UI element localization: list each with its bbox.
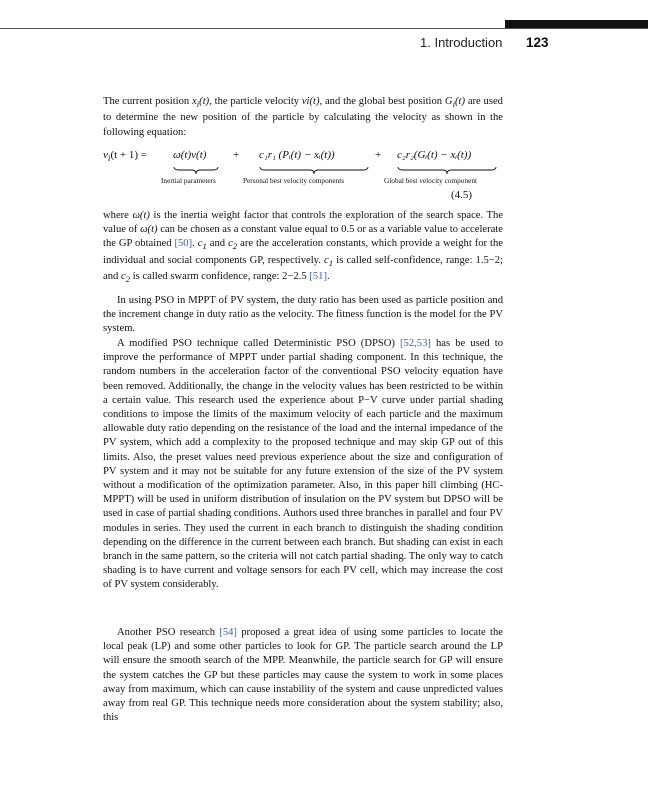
equation-lhs: $v_i(t + 1)$ =: [103, 149, 147, 164]
intro-paragraph: The current position $x_i(t)$, the particle velocity vi(t), and the global best position $G_i(t)$ are used to determine the new position of the particle by calculating the velocity as shown in the following equation:: [103, 96, 503, 138]
equation-term-personal: c₁r₁ (Pᵢ(t) − xᵢ(t)): [259, 149, 335, 161]
citation-54[interactable]: [54]: [219, 627, 237, 638]
underbrace-global: [397, 166, 497, 175]
label-inertial-parameters: Inertial parameters: [161, 176, 216, 185]
velocity-equation: [103, 146, 503, 202]
equation-number: (4.5): [451, 189, 473, 201]
citation-50[interactable]: [50]: [174, 238, 193, 250]
chapter-title: Introduction: [434, 35, 503, 50]
page-number: 123: [526, 35, 549, 50]
citation-51[interactable]: [51]: [309, 271, 327, 283]
running-header: [420, 35, 502, 50]
equation-term-inertia: ω(t)v(t): [173, 149, 207, 161]
header-accent-bar: [505, 20, 648, 28]
another-pso-paragraph: Another PSO research [54] proposed a great idea of using some particles to locate the local peak (LP) and some other particles to look for GP. The particle search around the LP will ensure the smooth search of the MPP. Meanwhile, the particle search for GP will ensure the system catches the GP but these particles may cause the system to work in some places away from maximum, which can cause instability of the system and cause unpredicted values away from real GP. This technique needs more consideration about the system stability; also, this: [103, 627, 503, 724]
equation-plus-1: +: [233, 149, 240, 161]
label-personal-best: Personal best velocity components: [243, 176, 345, 185]
underbrace-personal: [259, 166, 369, 175]
chapter-number: 1.: [420, 35, 431, 50]
underbrace-inertia: [173, 166, 219, 175]
header-rule: [0, 28, 648, 29]
label-global-best: Global best velocity component: [384, 176, 478, 185]
equation-plus-2: +: [375, 149, 382, 161]
where-paragraph: where ω(t) is the inertia weight factor that controls the exploration of the search space. The value of ω(t) can be chosen as a constant value equal to 0.5 or as a variable value to accelerate the GP obtained [50]. $c_1$ and $c_2$ are the acceleration constants, which provide a weight for the individual and social components GP, respectively. $c_1$ is called self-confidence, range: 1.5−2; and $c_2$ is called swarm confidence, range: 2−2.5 [51].: [103, 210, 503, 285]
mppt-paragraph: In using PSO in MPPT of PV system, the duty ratio has been used as particle position and the increment change in duty ratio as the velocity. The fitness function is the model for the PV system.: [103, 295, 503, 335]
citation-52-53[interactable]: [52,53]: [400, 338, 431, 349]
dpso-paragraph: A modified PSO technique called Deterministic PSO (DPSO) [52,53] has be used to improve the performance of MPPT under partial shading component. In this technique, the random numbers in the acceleration factor of the conventional PSO velocity equation have been removed. Additionally, the change in the velocity values has been restricted to be within a certain value. This research used the experience about P−V curve under partial shading conditions to impose the limits of the maximum velocity of each particle and the maximum allowable duty ratio depending on the resistance of the load and the internal impedance of the PV system, which add a complexity to the proposed technique and may skip GP out of this limits. Also, the preset values need previous experience about the size and configuration of PV system and it may not be suitable for any future extension of the size of the PV system without a modification of the optimization parameter. Also, in this paper hill climbing (HC-MPPT) will be used in uniform distribution of insulation on the PV system but DPSO will be used in case of partial shading conditions. Authors used three branches in parallel and four PV modules in series. They used the current in each branch to distinguish the shading condition depending on the difference in the current between each branch. But shading can exist in each branch in the same pattern, so the criteria will not catch partial shading. The only way to catch shading is to have current and voltage sensors for each PV cell, which may increase the cost of PV system considerably.: [103, 338, 504, 591]
equation-term-global: c₂r₂(Gᵢ(t) − xᵢ(t)): [397, 149, 472, 161]
